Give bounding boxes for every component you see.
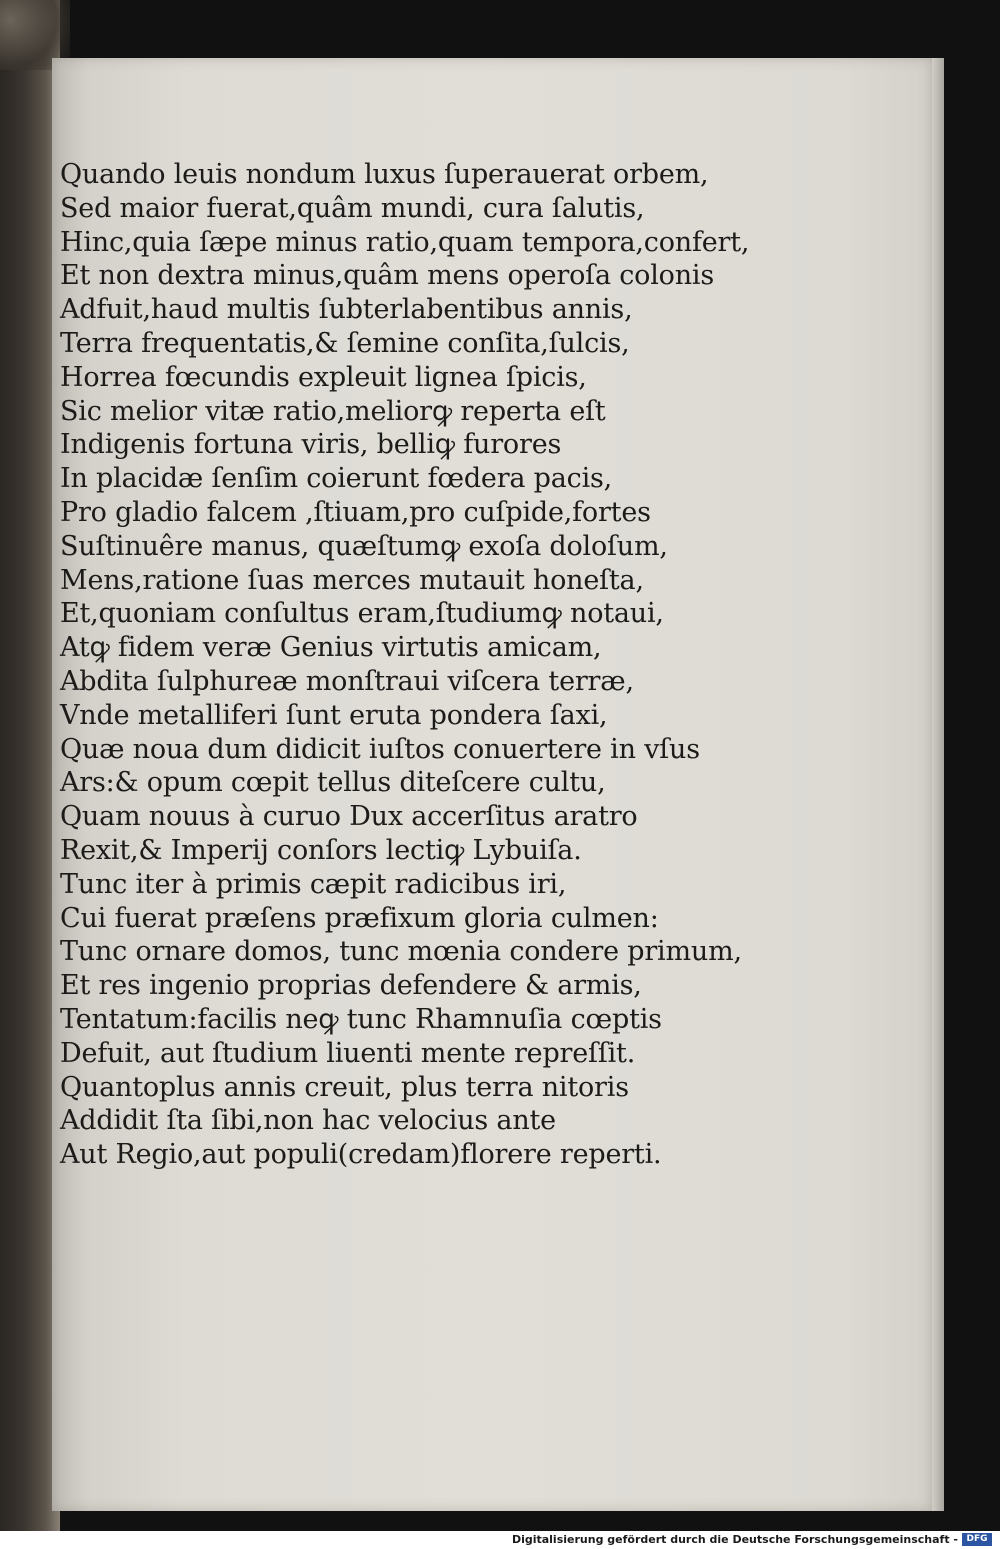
- verse-line: Tunc ornare domos, tunc mœnia condere primum,: [60, 936, 742, 968]
- verse-line: Adfuit,haud multis ſubterlabentibus annis,: [60, 294, 633, 326]
- verse-text: [60, 158, 820, 1172]
- verse-line: Ars:& opum cœpit tellus diteſcere cultu,: [60, 767, 606, 799]
- verse-line: Quantoplus annis creuit, plus terra nitoris: [60, 1071, 629, 1103]
- verse-line: Rexit,& Imperij conſors lectiꝙ Lybuiſa.: [60, 834, 582, 866]
- verse-line: Vnde metalliferi ſunt eruta pondera ſaxi,: [60, 699, 608, 731]
- verse-line: Indigenis fortuna viris, belliꝙ furores: [60, 429, 562, 461]
- verse-line: Tunc iter à primis cæpit radicibus iri,: [60, 868, 567, 900]
- verse-line: Hinc,quia ſæpe minus ratio,quam tempora,confert,: [60, 226, 750, 258]
- verse-line: Sed maior fuerat,quâm mundi, cura ſalutis,: [60, 192, 645, 224]
- book-page: [52, 58, 932, 1511]
- verse-line: Tentatum:facilis neꝙ tunc Rhamnuſia cœptis: [60, 1003, 662, 1035]
- verse-line: Cui fuerat præſens præfixum gloria culmen:: [60, 902, 659, 934]
- verse-line: Mens,ratione ſuas merces mutauit honeſta,: [60, 564, 644, 596]
- book-spine: [0, 0, 60, 1531]
- verse-line: Et res ingenio proprias defendere & armis,: [60, 970, 642, 1002]
- dfg-logo: DFG: [962, 1533, 992, 1546]
- page-edge: [932, 58, 944, 1511]
- verse-line: In placidæ ſenſim coierunt fœdera pacis,: [60, 463, 613, 495]
- verse-line: Suſtinuêre manus, quæſtumꝙ exoſa doloſum,: [60, 530, 668, 562]
- verse-line: Defuit, aut ſtudium liuenti mente repreſſit.: [60, 1037, 636, 1069]
- verse-line: Quæ noua dum didicit iuſtos conuertere in vſus: [60, 733, 700, 765]
- verse-line: Et non dextra minus,quâm mens operoſa colonis: [60, 260, 715, 292]
- verse-line: Abdita ſulphureæ monſtraui viſcera terræ,: [60, 665, 634, 697]
- verse-line: Terra frequentatis,& ſemine conſita,ſulcis,: [60, 327, 630, 359]
- verse-line: Atꝙ fidem veræ Genius virtutis amicam,: [60, 632, 602, 664]
- verse-line: Quam nouus à curuo Dux accerſitus aratro: [60, 801, 638, 833]
- verse-line: Pro gladio falcem ,ſtiuam,pro cuſpide,fortes: [60, 496, 651, 528]
- digitization-credit: Digitalisierung gefördert durch die Deutsche Forschungsgemeinschaft -: [511, 1533, 958, 1546]
- verse-line: Horrea fœcundis expleuit lignea ſpicis,: [60, 361, 587, 393]
- verse-line: Aut Regio,aut populi(credam)florere reperti.: [60, 1139, 662, 1171]
- verse-line: Et,quoniam conſultus eram,ſtudiumꝙ notaui,: [60, 598, 664, 630]
- verse-line: Quando leuis nondum luxus ſuperauerat orbem,: [60, 159, 709, 190]
- verse-line: Sic melior vitæ ratio,meliorꝙ reperta eſt: [60, 395, 606, 427]
- verse-line: Addidit ſta ſibi,non hac velocius ante: [60, 1105, 556, 1137]
